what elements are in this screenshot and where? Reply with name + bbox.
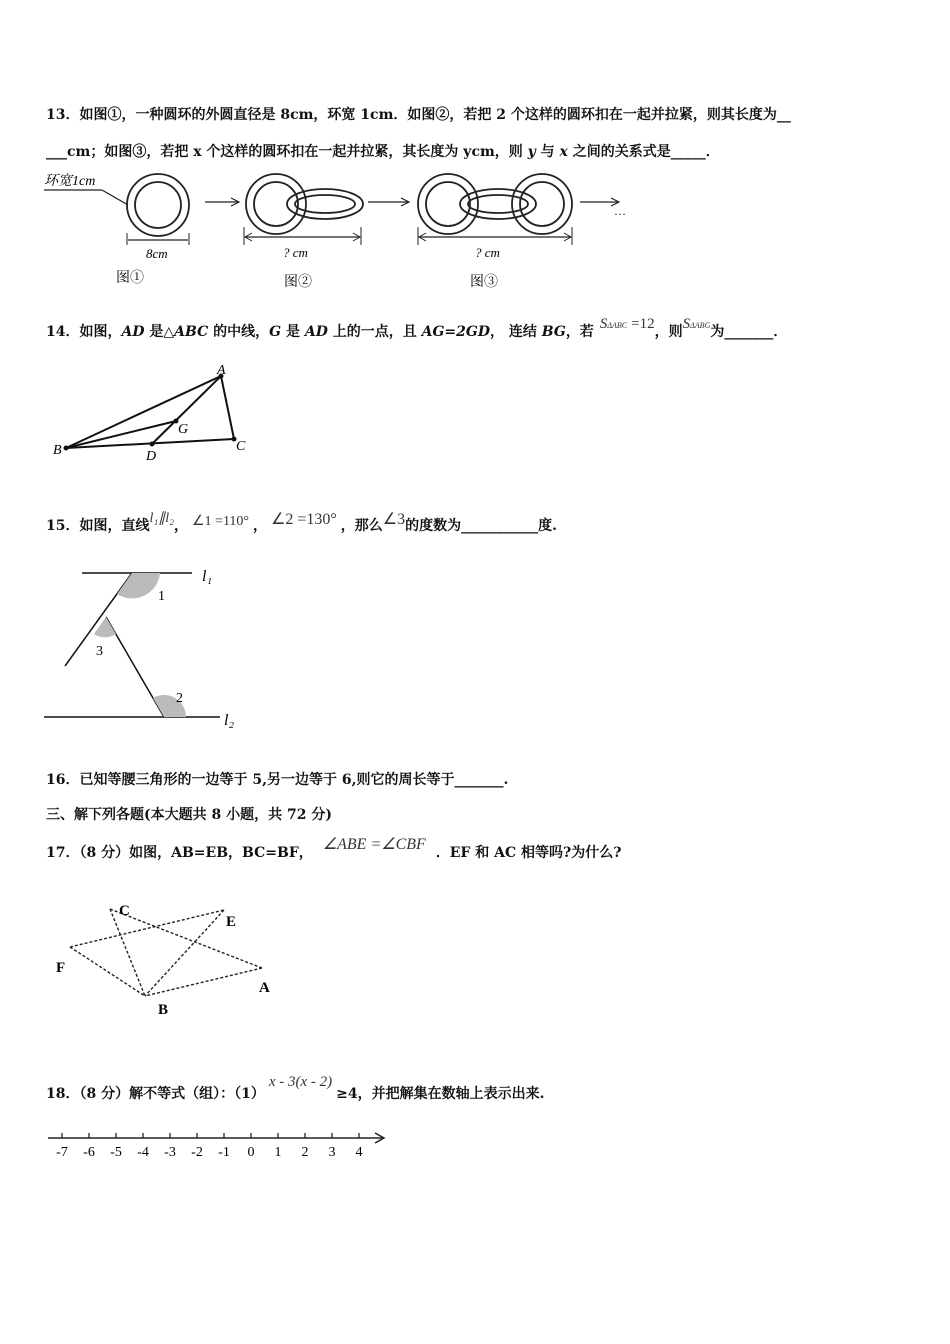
- number-line-label: 1: [274, 1145, 282, 1160]
- q14-line: [46, 316, 788, 341]
- q14-G: G: [269, 324, 282, 340]
- fig2-caption: 图②: [284, 275, 312, 290]
- q15-angle1: ∠1 =110°: [192, 514, 250, 529]
- q13-line2: [46, 141, 720, 161]
- fig3-rings: [418, 174, 572, 234]
- q15-angle-label-3: 3: [96, 644, 103, 659]
- q14-label-C: C: [236, 439, 246, 454]
- q14-text-4: 是: [281, 324, 305, 340]
- q14-number: 14．: [46, 324, 80, 340]
- q15-angle3: ∠3: [382, 511, 406, 528]
- fig3-caption: 图③: [470, 275, 498, 290]
- q13-text-line2a: ___cm；如图③，若把 x 个这样的圆环扣在一起并拉紧，其长度为 ycm，则: [46, 144, 528, 160]
- q17-line: [46, 836, 622, 862]
- q14-sub-abc: ΔABC: [607, 321, 628, 330]
- q14-S: S: [599, 316, 608, 332]
- q14-AD-2: AD: [304, 324, 328, 340]
- fig2-length-label: ? cm: [283, 245, 308, 260]
- q15-line: [46, 511, 558, 535]
- q17-angle-condition: ∠ABE =∠CBF: [322, 836, 426, 853]
- q15-angle2: ∠2 =130°: [271, 511, 337, 528]
- q13-line1: [46, 104, 791, 124]
- q15-parallel: l₁∥l₂: [149, 511, 174, 526]
- q18-number: 18．: [46, 1086, 80, 1102]
- q14-sub-abg: ΔABG: [690, 321, 711, 330]
- ring-width-pointer: [102, 190, 128, 205]
- number-line-label: -6: [83, 1145, 95, 1160]
- number-line-label: 3: [328, 1145, 336, 1160]
- ring-width-label: 环宽1cm: [44, 174, 96, 189]
- q14-text-7: ，若: [565, 324, 594, 340]
- q14-area-abg: [683, 316, 711, 332]
- q14-label-G: G: [178, 422, 189, 437]
- q14-text-3: 的中线，: [208, 324, 270, 340]
- q15-angle1-shade: [117, 573, 160, 598]
- q17-label-E: E: [226, 914, 237, 930]
- number-line-ticks: [56, 1133, 362, 1160]
- q18-line: [46, 1074, 545, 1103]
- q17-label-B: B: [158, 1002, 169, 1018]
- q13-var-y: y: [527, 144, 536, 160]
- q17-label-F: F: [56, 960, 66, 976]
- q14-text-8: ，则: [654, 324, 683, 340]
- fig2-rings: [246, 174, 363, 234]
- q15-text-5: 的度数为___________度.: [405, 518, 558, 534]
- q16-text: 已知等腰三角形的一边等于 5,另一边等于 6,则它的周长等于_______.: [79, 772, 509, 788]
- q15-label-l2: l₂: [224, 712, 235, 729]
- q18-number-line: [40, 1122, 400, 1164]
- number-line-label: -1: [218, 1145, 230, 1160]
- q14-label-A: A: [217, 363, 226, 378]
- q15-number: 15．: [46, 518, 80, 534]
- number-line-label: -2: [191, 1145, 203, 1160]
- number-line-label: -3: [164, 1145, 176, 1160]
- fig1-ring: [127, 174, 189, 236]
- q15-text-4: ，那么: [340, 518, 383, 534]
- q13-text-line1: 如图①，一种圆环的外圆直径是 8cm，环宽 1cm．如图②，若把 2 个这样的圆环扣在一起并拉紧，则其长度为__: [79, 107, 791, 123]
- q13-text-line2b: 与: [535, 144, 560, 160]
- q15-angle-label-2: 2: [176, 691, 183, 706]
- q14-text-2: 是△: [144, 324, 175, 340]
- q14-area-abc: [600, 316, 655, 332]
- q15-text-2: ，: [174, 518, 188, 534]
- number-line-label: -4: [137, 1145, 149, 1160]
- number-line-label: 0: [247, 1145, 255, 1160]
- fig3-ellipsis: …: [614, 204, 626, 218]
- arrow-1: [205, 198, 239, 206]
- q14-label-B: B: [53, 443, 62, 458]
- q13-number: 13．: [46, 107, 80, 123]
- fig3-length-label: ? cm: [475, 245, 500, 260]
- fig1-diameter-label: 8cm: [146, 246, 168, 261]
- number-line-label: -7: [56, 1145, 68, 1160]
- q18-text-2: ≥4，并把解集在数轴上表示出来.: [336, 1086, 545, 1102]
- q14-BG: BG: [541, 324, 566, 340]
- q16-line: [46, 769, 508, 789]
- q14-condition: AG=2GD: [421, 324, 490, 340]
- fig1-caption: 图①: [116, 271, 144, 286]
- q14-label-D: D: [146, 449, 157, 464]
- q16-number: 16．: [46, 772, 80, 788]
- q17-text-2: ．EF 和 AC 相等吗?为什么?: [435, 845, 622, 861]
- q14-text-9: 为_______．: [710, 324, 788, 340]
- number-line-label: 2: [301, 1145, 309, 1160]
- arrow-2: [368, 198, 409, 206]
- q17-number: 17．: [46, 845, 80, 861]
- q17-label-C: C: [119, 903, 130, 919]
- number-line-label: 4: [355, 1145, 363, 1160]
- q18-expression: x - 3(x - 2): [268, 1074, 333, 1090]
- q15-parallel-figure: [40, 560, 250, 735]
- q17-triangles-figure: [50, 895, 290, 1025]
- q14-text-1: 如图，: [79, 324, 122, 340]
- q15-angle-label-1: 1: [158, 589, 165, 604]
- q17-label-A: A: [259, 980, 270, 996]
- q13-var-x: x: [559, 144, 568, 160]
- q17-text-1: （8 分）如图，AB=EB，BC=BF，: [79, 845, 313, 861]
- q13-text-line2c: 之间的关系式是_____．: [567, 144, 720, 160]
- q14-S-2: S: [682, 316, 691, 332]
- q14-triangle-lines: [66, 376, 234, 448]
- number-line-label: -5: [110, 1145, 122, 1160]
- q14-AD: AD: [121, 324, 145, 340]
- q15-text-1: 如图，直线: [79, 518, 150, 534]
- q13-ring-figure: [40, 165, 660, 295]
- section-3-heading: 三、解下列各题(本大题共 8 小题，共 72 分): [46, 807, 332, 823]
- q15-text-3: ，: [253, 518, 268, 534]
- q14-text-6: ， 连结: [490, 324, 542, 340]
- q18-text-1: （8 分）解不等式（组）：（1）: [79, 1086, 265, 1102]
- q14-equals-12: =12: [631, 316, 655, 332]
- q14-text-5: 上的一点，且: [327, 324, 422, 340]
- q14-ABC: ABC: [174, 324, 209, 340]
- q15-label-l1: l₁: [202, 568, 213, 585]
- q14-triangle-figure: [45, 362, 265, 467]
